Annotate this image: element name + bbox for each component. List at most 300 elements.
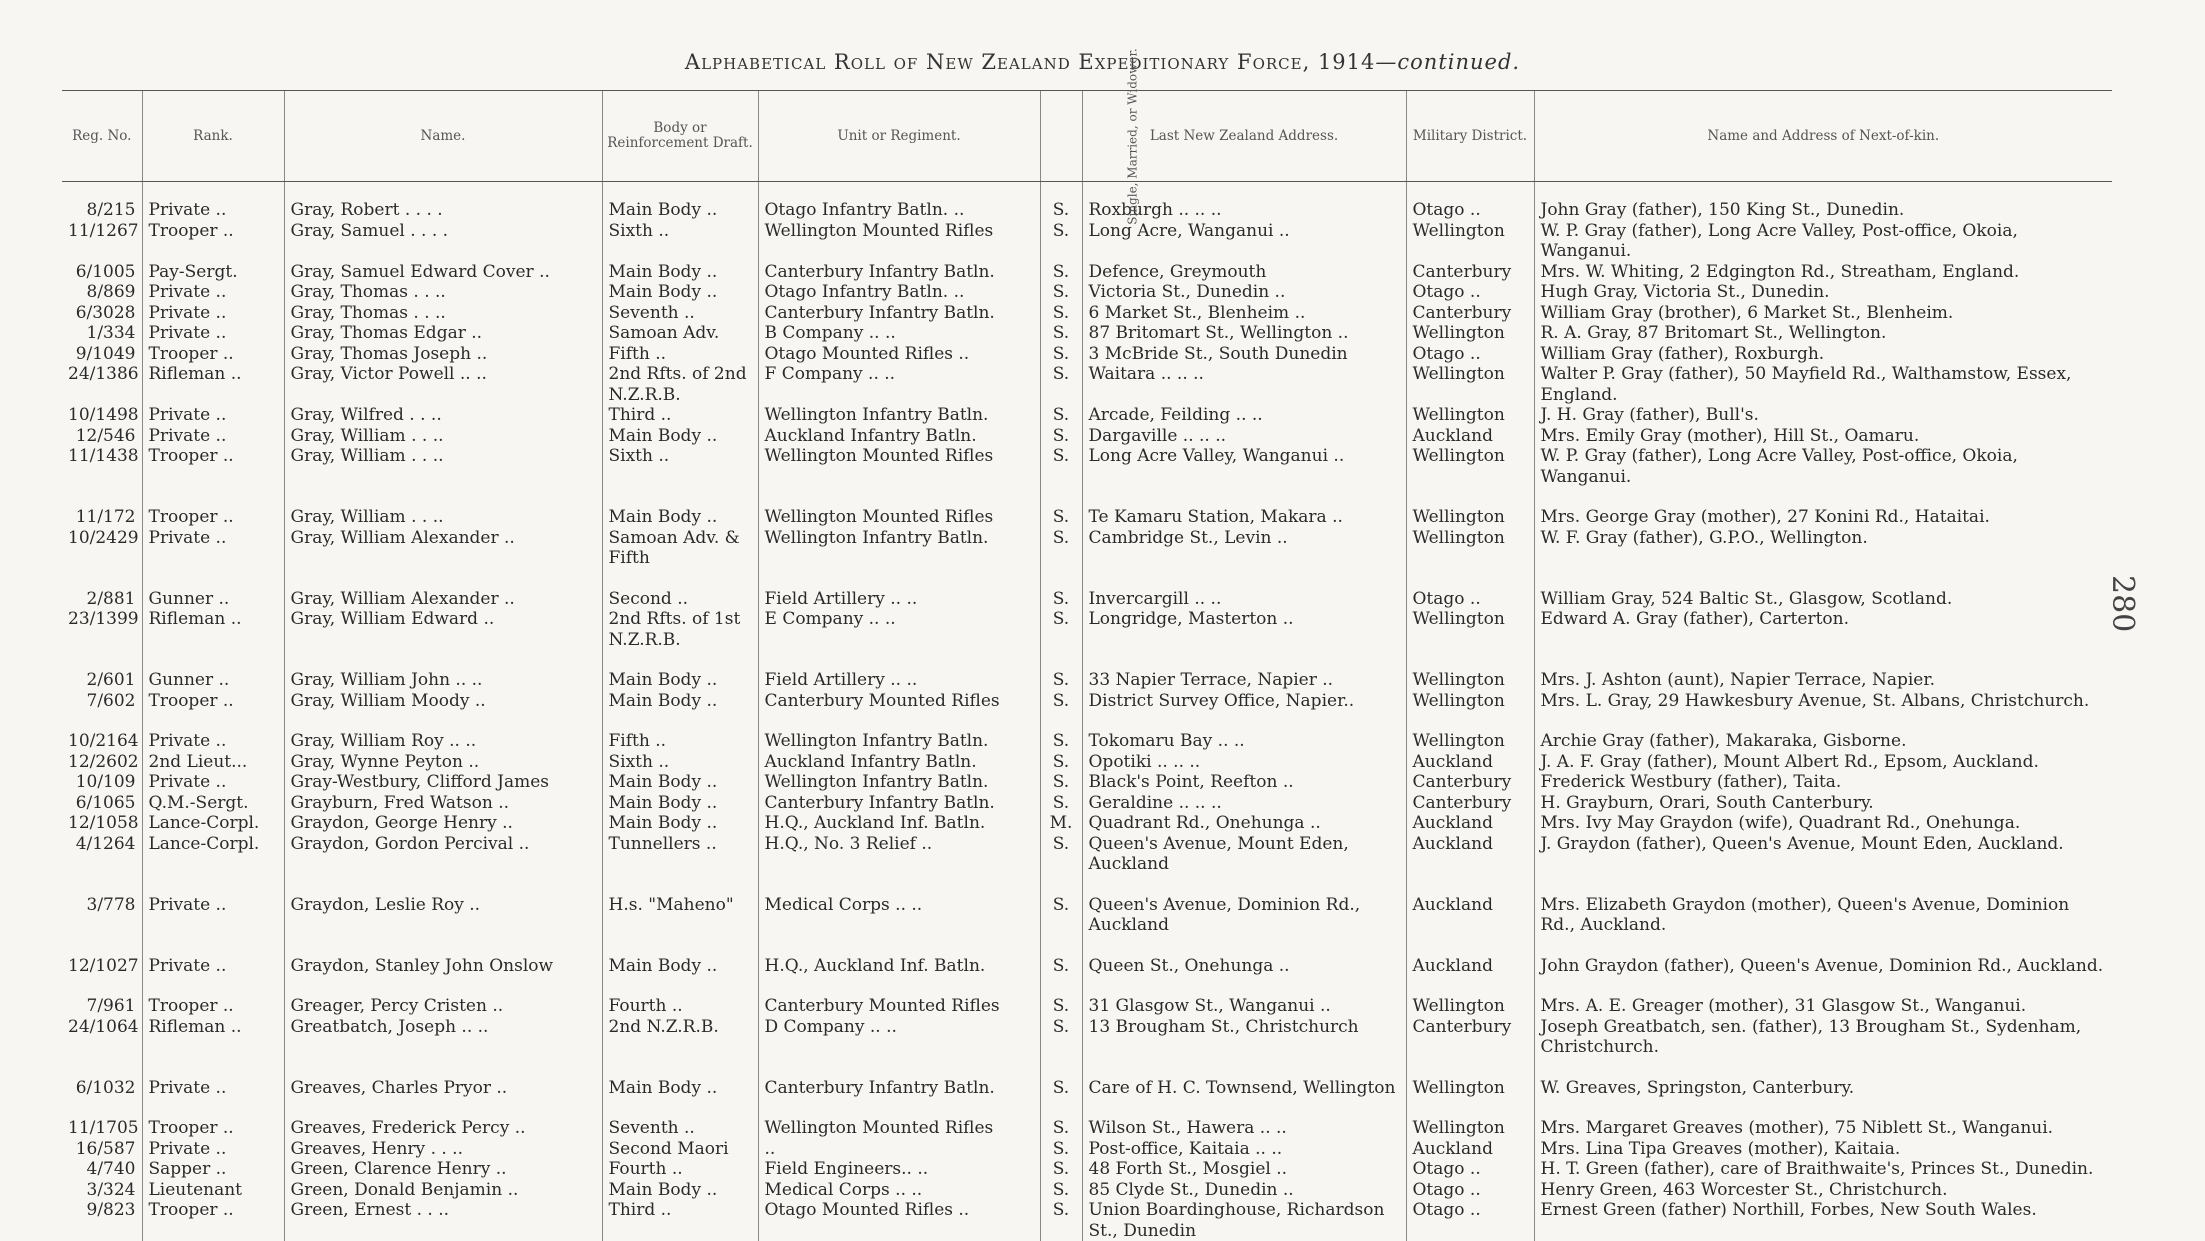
roll-row	[62, 936, 2112, 977]
cell-marital-status: S.	[1040, 528, 1082, 569]
roll-row	[62, 221, 2112, 262]
roll-row	[62, 1017, 2112, 1058]
cell-name: Gray, Victor Powell .. ..	[284, 364, 602, 405]
roll-row	[62, 303, 2112, 324]
cell-name: Gray, William . . ..	[284, 426, 602, 447]
cell-reg-no: 24/1064	[62, 1017, 142, 1058]
cell-next-of-kin: Mrs. Elizabeth Graydon (mother), Queen's Avenue, Dominion Rd., Auckland.	[1534, 875, 2112, 936]
cell-next-of-kin: R. A. Gray, 87 Britomart St., Wellington.	[1534, 323, 2112, 344]
cell-rank: Trooper ..	[142, 221, 284, 262]
cell-next-of-kin: W. P. Gray (father), Long Acre Valley, Post-office, Okoia, Wanganui.	[1534, 221, 2112, 262]
cell-reg-no: 12/546	[62, 426, 142, 447]
cell-unit: Wellington Infantry Batln.	[758, 711, 1040, 752]
cell-military-district: Wellington	[1406, 609, 1534, 650]
cell-next-of-kin: Henry Green, 463 Worcester St., Christchurch.	[1534, 1180, 2112, 1201]
cell-address: Cambridge St., Levin ..	[1082, 528, 1406, 569]
cell-rank: Private ..	[142, 182, 284, 221]
header-status-text: Single, Married, or Widower.	[1126, 48, 1139, 224]
cell-rank: Lance-Corpl.	[142, 834, 284, 875]
cell-military-district: Wellington	[1406, 691, 1534, 712]
cell-reg-no: 9/1049	[62, 344, 142, 365]
cell-address: Waitara .. .. ..	[1082, 364, 1406, 405]
cell-address: Quadrant Rd., Onehunga ..	[1082, 813, 1406, 834]
cell-marital-status: S.	[1040, 976, 1082, 1017]
cell-name: Gray, William . . ..	[284, 446, 602, 487]
cell-military-district: Wellington	[1406, 364, 1534, 405]
cell-marital-status: S.	[1040, 936, 1082, 977]
roll-row	[62, 569, 2112, 610]
cell-address: Defence, Greymouth	[1082, 262, 1406, 283]
cell-rank: Private ..	[142, 1139, 284, 1160]
cell-name: Green, Ernest . . ..	[284, 1200, 602, 1241]
cell-military-district: Auckland	[1406, 813, 1534, 834]
cell-reg-no: 12/1027	[62, 936, 142, 977]
cell-address: Dargaville .. .. ..	[1082, 426, 1406, 447]
cell-body-draft: Sixth ..	[602, 752, 758, 773]
cell-reg-no: 2/881	[62, 569, 142, 610]
cell-name: Green, Donald Benjamin ..	[284, 1180, 602, 1201]
cell-next-of-kin: John Graydon (father), Queen's Avenue, Dominion Rd., Auckland.	[1534, 936, 2112, 977]
cell-reg-no: 12/2602	[62, 752, 142, 773]
cell-marital-status: S.	[1040, 834, 1082, 875]
cell-address: 31 Glasgow St., Wanganui ..	[1082, 976, 1406, 1017]
cell-marital-status: S.	[1040, 364, 1082, 405]
roll-row	[62, 875, 2112, 936]
roll-row	[62, 344, 2112, 365]
cell-address: 33 Napier Terrace, Napier ..	[1082, 650, 1406, 691]
cell-body-draft: Samoan Adv. & Fifth	[602, 528, 758, 569]
cell-address: 3 McBride St., South Dunedin	[1082, 344, 1406, 365]
cell-body-draft: Main Body ..	[602, 262, 758, 283]
roll-row	[62, 793, 2112, 814]
cell-address: Queen's Avenue, Mount Eden, Auckland	[1082, 834, 1406, 875]
cell-rank: Rifleman ..	[142, 609, 284, 650]
cell-body-draft: Main Body ..	[602, 813, 758, 834]
cell-military-district: Wellington	[1406, 446, 1534, 487]
roll-row	[62, 1139, 2112, 1160]
cell-address: Opotiki .. .. ..	[1082, 752, 1406, 773]
cell-military-district: Auckland	[1406, 752, 1534, 773]
cell-address: Black's Point, Reefton ..	[1082, 772, 1406, 793]
roll-row	[62, 262, 2112, 283]
cell-marital-status: S.	[1040, 711, 1082, 752]
cell-next-of-kin: Mrs. Margaret Greaves (mother), 75 Niblett St., Wanganui.	[1534, 1098, 2112, 1139]
cell-reg-no: 6/1032	[62, 1058, 142, 1099]
cell-unit: Wellington Mounted Rifles	[758, 446, 1040, 487]
cell-next-of-kin: J. A. F. Gray (father), Mount Albert Rd., Epsom, Auckland.	[1534, 752, 2112, 773]
cell-body-draft: Main Body ..	[602, 936, 758, 977]
cell-marital-status: S.	[1040, 650, 1082, 691]
cell-reg-no: 2/601	[62, 650, 142, 691]
cell-reg-no: 10/2164	[62, 711, 142, 752]
cell-name: Gray, William . . ..	[284, 487, 602, 528]
cell-next-of-kin: Walter P. Gray (father), 50 Mayfield Rd., Walthamstow, Essex, England.	[1534, 364, 2112, 405]
cell-next-of-kin: W. F. Gray (father), G.P.O., Wellington.	[1534, 528, 2112, 569]
roll-row	[62, 691, 2112, 712]
header-reg: Reg. No.	[62, 91, 142, 182]
cell-address: Roxburgh .. .. ..	[1082, 182, 1406, 221]
cell-name: Green, Clarence Henry ..	[284, 1159, 602, 1180]
cell-next-of-kin: Frederick Westbury (father), Taita.	[1534, 772, 2112, 793]
header-kin: Name and Address of Next-of-kin.	[1534, 91, 2112, 182]
cell-address: Geraldine .. .. ..	[1082, 793, 1406, 814]
roll-row	[62, 1098, 2112, 1139]
cell-military-district: Wellington	[1406, 1058, 1534, 1099]
cell-military-district: Wellington	[1406, 1098, 1534, 1139]
cell-military-district: Wellington	[1406, 650, 1534, 691]
header-status	[1040, 91, 1082, 182]
cell-military-district: Otago ..	[1406, 569, 1534, 610]
cell-next-of-kin: W. P. Gray (father), Long Acre Valley, Post-office, Okoia, Wanganui.	[1534, 446, 2112, 487]
cell-body-draft: Third ..	[602, 405, 758, 426]
cell-reg-no: 6/1065	[62, 793, 142, 814]
cell-address: Queen's Avenue, Dominion Rd., Auckland	[1082, 875, 1406, 936]
cell-unit: Wellington Infantry Batln.	[758, 528, 1040, 569]
cell-military-district: Canterbury	[1406, 1017, 1534, 1058]
cell-military-district: Otago ..	[1406, 1200, 1534, 1241]
roll-row	[62, 752, 2112, 773]
roll-row	[62, 487, 2112, 528]
cell-address: 87 Britomart St., Wellington ..	[1082, 323, 1406, 344]
cell-rank: Private ..	[142, 936, 284, 977]
cell-unit: Auckland Infantry Batln.	[758, 752, 1040, 773]
cell-reg-no: 16/587	[62, 1139, 142, 1160]
roll-row	[62, 609, 2112, 650]
cell-reg-no: 7/602	[62, 691, 142, 712]
roll-row	[62, 528, 2112, 569]
cell-military-district: Otago ..	[1406, 182, 1534, 221]
cell-reg-no: 9/823	[62, 1200, 142, 1241]
cell-rank: Sapper ..	[142, 1159, 284, 1180]
cell-body-draft: Main Body ..	[602, 1180, 758, 1201]
cell-unit: Field Artillery .. ..	[758, 650, 1040, 691]
cell-name: Gray, Thomas . . ..	[284, 282, 602, 303]
cell-rank: Trooper ..	[142, 691, 284, 712]
cell-address: Post-office, Kaitaia .. ..	[1082, 1139, 1406, 1160]
cell-rank: Private ..	[142, 711, 284, 752]
roll-row	[62, 182, 2112, 221]
cell-address: 6 Market St., Blenheim ..	[1082, 303, 1406, 324]
cell-reg-no: 12/1058	[62, 813, 142, 834]
cell-next-of-kin: Mrs. A. E. Greager (mother), 31 Glasgow St., Wanganui.	[1534, 976, 2112, 1017]
cell-next-of-kin: Ernest Green (father) Northill, Forbes, New South Wales.	[1534, 1200, 2112, 1241]
cell-next-of-kin: John Gray (father), 150 King St., Dunedin.	[1534, 182, 2112, 221]
cell-marital-status: S.	[1040, 1098, 1082, 1139]
cell-name: Gray, Wilfred . . ..	[284, 405, 602, 426]
cell-next-of-kin: Mrs. L. Gray, 29 Hawkesbury Avenue, St. Albans, Christchurch.	[1534, 691, 2112, 712]
roll-row	[62, 323, 2112, 344]
header-rank: Rank.	[142, 91, 284, 182]
cell-next-of-kin: William Gray (brother), 6 Market St., Blenheim.	[1534, 303, 2112, 324]
cell-rank: Rifleman ..	[142, 364, 284, 405]
cell-military-district: Otago ..	[1406, 344, 1534, 365]
cell-unit: Field Artillery .. ..	[758, 569, 1040, 610]
cell-next-of-kin: W. Greaves, Springston, Canterbury.	[1534, 1058, 2112, 1099]
cell-marital-status: S.	[1040, 691, 1082, 712]
cell-military-district: Canterbury	[1406, 772, 1534, 793]
cell-reg-no: 8/869	[62, 282, 142, 303]
cell-marital-status: S.	[1040, 609, 1082, 650]
cell-unit: Otago Mounted Rifles ..	[758, 344, 1040, 365]
roll-row	[62, 1058, 2112, 1099]
roll-row	[62, 772, 2112, 793]
cell-body-draft: Tunnellers ..	[602, 834, 758, 875]
cell-body-draft: Main Body ..	[602, 487, 758, 528]
cell-rank: Private ..	[142, 875, 284, 936]
cell-reg-no: 7/961	[62, 976, 142, 1017]
cell-address: Longridge, Masterton ..	[1082, 609, 1406, 650]
cell-rank: Private ..	[142, 282, 284, 303]
cell-marital-status: S.	[1040, 262, 1082, 283]
cell-military-district: Auckland	[1406, 834, 1534, 875]
cell-body-draft: Seventh ..	[602, 1098, 758, 1139]
cell-reg-no: 10/1498	[62, 405, 142, 426]
cell-rank: Trooper ..	[142, 446, 284, 487]
cell-name: Gray, William Roy .. ..	[284, 711, 602, 752]
cell-unit: ..	[758, 1139, 1040, 1160]
cell-rank: Trooper ..	[142, 1200, 284, 1241]
cell-reg-no: 10/2429	[62, 528, 142, 569]
cell-rank: Private ..	[142, 528, 284, 569]
cell-reg-no: 11/1705	[62, 1098, 142, 1139]
cell-name: Graydon, Leslie Roy ..	[284, 875, 602, 936]
cell-unit: Wellington Mounted Rifles	[758, 487, 1040, 528]
cell-address: 13 Brougham St., Christchurch	[1082, 1017, 1406, 1058]
header-unit: Unit or Regiment.	[758, 91, 1040, 182]
cell-rank: Gunner ..	[142, 569, 284, 610]
cell-unit: Otago Mounted Rifles ..	[758, 1200, 1040, 1241]
cell-name: Graydon, Gordon Percival ..	[284, 834, 602, 875]
cell-rank: Trooper ..	[142, 487, 284, 528]
cell-military-district: Otago ..	[1406, 1159, 1534, 1180]
cell-name: Gray, Robert . . . .	[284, 182, 602, 221]
cell-body-draft: Samoan Adv.	[602, 323, 758, 344]
cell-unit: Wellington Mounted Rifles	[758, 1098, 1040, 1139]
cell-body-draft: Fifth ..	[602, 711, 758, 752]
cell-unit: Otago Infantry Batln. ..	[758, 282, 1040, 303]
cell-name: Graydon, Stanley John Onslow	[284, 936, 602, 977]
cell-next-of-kin: Hugh Gray, Victoria St., Dunedin.	[1534, 282, 2112, 303]
cell-next-of-kin: Mrs. George Gray (mother), 27 Konini Rd., Hataitai.	[1534, 487, 2112, 528]
cell-marital-status: S.	[1040, 793, 1082, 814]
cell-marital-status: S.	[1040, 1180, 1082, 1201]
cell-address: Invercargill .. ..	[1082, 569, 1406, 610]
cell-name: Greaves, Charles Pryor ..	[284, 1058, 602, 1099]
cell-reg-no: 11/172	[62, 487, 142, 528]
cell-unit: Canterbury Infantry Batln.	[758, 1058, 1040, 1099]
page-title-continued: —continued.	[1375, 50, 1520, 74]
cell-marital-status: S.	[1040, 446, 1082, 487]
cell-address: Te Kamaru Station, Makara ..	[1082, 487, 1406, 528]
cell-body-draft: 2nd Rfts. of 2nd N.Z.R.B.	[602, 364, 758, 405]
cell-reg-no: 10/109	[62, 772, 142, 793]
cell-name: Greaves, Frederick Percy ..	[284, 1098, 602, 1139]
cell-name: Gray, Thomas . . ..	[284, 303, 602, 324]
cell-rank: Pay-Sergt.	[142, 262, 284, 283]
cell-name: Greager, Percy Cristen ..	[284, 976, 602, 1017]
cell-military-district: Otago ..	[1406, 282, 1534, 303]
cell-next-of-kin: J. Graydon (father), Queen's Avenue, Mount Eden, Auckland.	[1534, 834, 2112, 875]
page-number: 280	[2105, 575, 2140, 632]
cell-marital-status: M.	[1040, 813, 1082, 834]
cell-unit: Medical Corps .. ..	[758, 1180, 1040, 1201]
cell-name: Gray, William John .. ..	[284, 650, 602, 691]
cell-name: Gray, William Moody ..	[284, 691, 602, 712]
cell-reg-no: 4/1264	[62, 834, 142, 875]
cell-marital-status: S.	[1040, 1139, 1082, 1160]
cell-address: Wilson St., Hawera .. ..	[1082, 1098, 1406, 1139]
cell-marital-status: S.	[1040, 221, 1082, 262]
cell-next-of-kin: Mrs. J. Ashton (aunt), Napier Terrace, Napier.	[1534, 650, 2112, 691]
cell-military-district: Auckland	[1406, 936, 1534, 977]
cell-rank: Private ..	[142, 405, 284, 426]
cell-rank: Q.M.-Sergt.	[142, 793, 284, 814]
cell-unit: Canterbury Infantry Batln.	[758, 303, 1040, 324]
cell-body-draft: Main Body ..	[602, 1058, 758, 1099]
header-district: Military District.	[1406, 91, 1534, 182]
cell-unit: Field Engineers.. ..	[758, 1159, 1040, 1180]
cell-reg-no: 24/1386	[62, 364, 142, 405]
cell-reg-no: 3/778	[62, 875, 142, 936]
cell-military-district: Wellington	[1406, 711, 1534, 752]
cell-body-draft: H.s. "Maheno"	[602, 875, 758, 936]
cell-rank: Trooper ..	[142, 1098, 284, 1139]
cell-body-draft: Seventh ..	[602, 303, 758, 324]
cell-address: Long Acre, Wanganui ..	[1082, 221, 1406, 262]
cell-marital-status: S.	[1040, 1159, 1082, 1180]
cell-body-draft: Main Body ..	[602, 182, 758, 221]
cell-military-district: Auckland	[1406, 1139, 1534, 1160]
cell-marital-status: S.	[1040, 282, 1082, 303]
cell-military-district: Wellington	[1406, 528, 1534, 569]
cell-unit: Wellington Infantry Batln.	[758, 772, 1040, 793]
cell-unit: Wellington Infantry Batln.	[758, 405, 1040, 426]
cell-military-district: Canterbury	[1406, 262, 1534, 283]
cell-address: Queen St., Onehunga ..	[1082, 936, 1406, 977]
cell-name: Gray, Wynne Peyton ..	[284, 752, 602, 773]
cell-address: Union Boardinghouse, Richardson St., Dunedin	[1082, 1200, 1406, 1241]
cell-unit: H.Q., Auckland Inf. Batln.	[758, 813, 1040, 834]
cell-name: Gray, Samuel . . . .	[284, 221, 602, 262]
cell-reg-no: 3/324	[62, 1180, 142, 1201]
cell-marital-status: S.	[1040, 182, 1082, 221]
cell-body-draft: Fourth ..	[602, 1159, 758, 1180]
cell-next-of-kin: Archie Gray (father), Makaraka, Gisborne.	[1534, 711, 2112, 752]
cell-military-district: Auckland	[1406, 426, 1534, 447]
cell-name: Greatbatch, Joseph .. ..	[284, 1017, 602, 1058]
cell-marital-status: S.	[1040, 1058, 1082, 1099]
header-name: Name.	[284, 91, 602, 182]
cell-marital-status: S.	[1040, 569, 1082, 610]
roll-row	[62, 446, 2112, 487]
cell-address: Long Acre Valley, Wanganui ..	[1082, 446, 1406, 487]
cell-address: Victoria St., Dunedin ..	[1082, 282, 1406, 303]
cell-body-draft: Main Body ..	[602, 282, 758, 303]
cell-next-of-kin: Edward A. Gray (father), Carterton.	[1534, 609, 2112, 650]
cell-marital-status: S.	[1040, 487, 1082, 528]
cell-military-district: Auckland	[1406, 875, 1534, 936]
cell-reg-no: 1/334	[62, 323, 142, 344]
cell-rank: Private ..	[142, 303, 284, 324]
cell-rank: Private ..	[142, 1058, 284, 1099]
roll-row	[62, 650, 2112, 691]
cell-reg-no: 4/740	[62, 1159, 142, 1180]
cell-name: Gray-Westbury, Clifford James	[284, 772, 602, 793]
roll-row	[62, 813, 2112, 834]
roll-row	[62, 405, 2112, 426]
cell-next-of-kin: H. Grayburn, Orari, South Canterbury.	[1534, 793, 2112, 814]
cell-reg-no: 8/215	[62, 182, 142, 221]
cell-military-district: Wellington	[1406, 221, 1534, 262]
cell-body-draft: 2nd N.Z.R.B.	[602, 1017, 758, 1058]
cell-unit: Wellington Mounted Rifles	[758, 221, 1040, 262]
cell-marital-status: S.	[1040, 875, 1082, 936]
cell-unit: Canterbury Infantry Batln.	[758, 262, 1040, 283]
cell-body-draft: Main Body ..	[602, 650, 758, 691]
cell-name: Gray, Samuel Edward Cover ..	[284, 262, 602, 283]
page-title	[0, 50, 2205, 74]
roll-row	[62, 834, 2112, 875]
cell-reg-no: 6/1005	[62, 262, 142, 283]
roll-row	[62, 1180, 2112, 1201]
cell-military-district: Wellington	[1406, 487, 1534, 528]
cell-next-of-kin: William Gray (father), Roxburgh.	[1534, 344, 2112, 365]
cell-rank: Private ..	[142, 323, 284, 344]
cell-body-draft: Second ..	[602, 569, 758, 610]
cell-body-draft: Second Maori	[602, 1139, 758, 1160]
cell-unit: Canterbury Mounted Rifles	[758, 691, 1040, 712]
roll-row	[62, 364, 2112, 405]
roll-row	[62, 426, 2112, 447]
cell-body-draft: Third ..	[602, 1200, 758, 1241]
cell-military-district: Canterbury	[1406, 793, 1534, 814]
cell-rank: Trooper ..	[142, 344, 284, 365]
header-row	[62, 91, 2112, 182]
roll-body	[62, 182, 2112, 1241]
cell-name: Gray, William Alexander ..	[284, 569, 602, 610]
cell-address: District Survey Office, Napier..	[1082, 691, 1406, 712]
cell-unit: H.Q., Auckland Inf. Batln.	[758, 936, 1040, 977]
cell-address: Care of H. C. Townsend, Wellington	[1082, 1058, 1406, 1099]
cell-body-draft: Main Body ..	[602, 691, 758, 712]
cell-reg-no: 11/1267	[62, 221, 142, 262]
cell-address: Tokomaru Bay .. ..	[1082, 711, 1406, 752]
cell-unit: B Company .. ..	[758, 323, 1040, 344]
cell-name: Graydon, George Henry ..	[284, 813, 602, 834]
roll-row	[62, 711, 2112, 752]
cell-unit: Canterbury Mounted Rifles	[758, 976, 1040, 1017]
cell-address: 48 Forth St., Mosgiel ..	[1082, 1159, 1406, 1180]
cell-next-of-kin: Mrs. W. Whiting, 2 Edgington Rd., Streatham, England.	[1534, 262, 2112, 283]
cell-body-draft: Fifth ..	[602, 344, 758, 365]
cell-marital-status: S.	[1040, 772, 1082, 793]
cell-marital-status: S.	[1040, 344, 1082, 365]
cell-name: Gray, Thomas Joseph ..	[284, 344, 602, 365]
cell-military-district: Wellington	[1406, 323, 1534, 344]
roll-row	[62, 282, 2112, 303]
cell-next-of-kin: Mrs. Ivy May Graydon (wife), Quadrant Rd., Onehunga.	[1534, 813, 2112, 834]
header-body: Body or Reinforcement Draft.	[602, 91, 758, 182]
roll-table	[62, 90, 2112, 1241]
cell-body-draft: Main Body ..	[602, 426, 758, 447]
cell-body-draft: 2nd Rfts. of 1st N.Z.R.B.	[602, 609, 758, 650]
cell-military-district: Canterbury	[1406, 303, 1534, 324]
cell-marital-status: S.	[1040, 1017, 1082, 1058]
cell-rank: Lieutenant	[142, 1180, 284, 1201]
header-address: Last New Zealand Address.	[1082, 91, 1406, 182]
cell-name: Gray, Thomas Edgar ..	[284, 323, 602, 344]
cell-reg-no: 11/1438	[62, 446, 142, 487]
